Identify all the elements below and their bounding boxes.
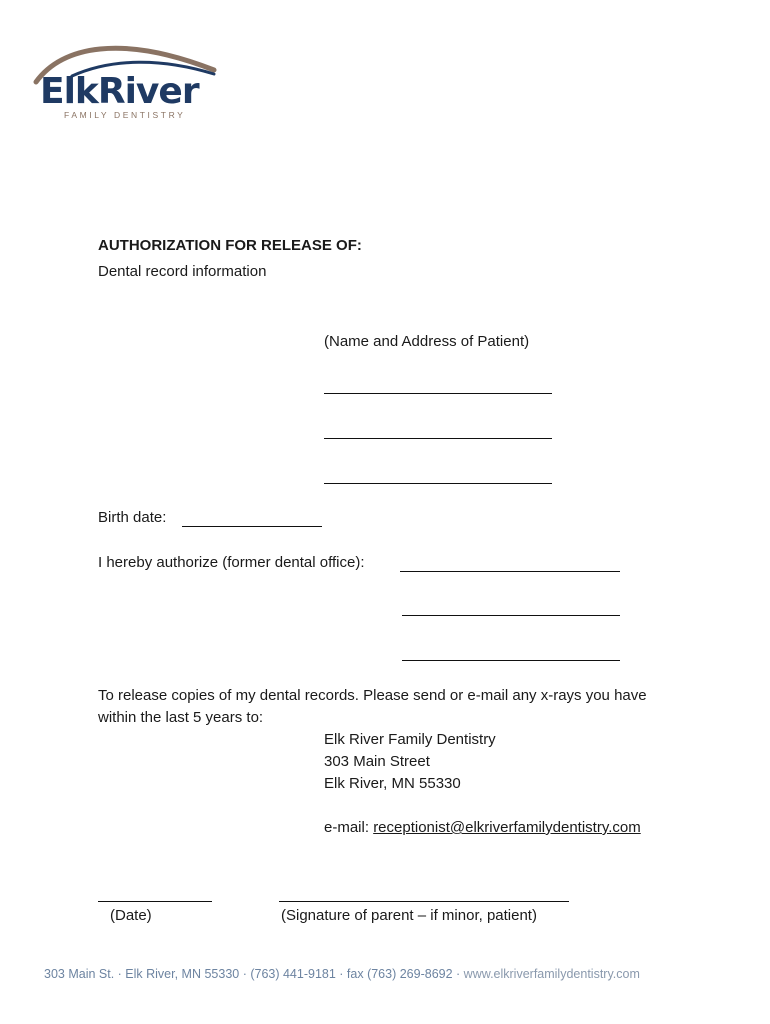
patient-line-1[interactable] bbox=[324, 393, 552, 394]
footer-url[interactable]: www.elkriverfamilydentistry.com bbox=[463, 967, 640, 981]
birth-date-line[interactable] bbox=[182, 526, 322, 527]
date-label: (Date) bbox=[110, 907, 152, 924]
patient-line-3[interactable] bbox=[324, 483, 552, 484]
release-text-line-1: To release copies of my dental records. Please send or e-mail any x-rays you have bbox=[98, 687, 647, 704]
logo-brand-part1: Elk bbox=[40, 71, 98, 112]
logo-brand-part2: River bbox=[97, 71, 199, 112]
email-link[interactable]: receptionist@elkriverfamilydentistry.com bbox=[373, 819, 641, 836]
recipient-street: 303 Main Street bbox=[324, 753, 430, 770]
logo-tagline: FAMILY DENTISTRY bbox=[64, 110, 186, 120]
birth-date-label: Birth date: bbox=[98, 509, 167, 526]
former-office-line-1[interactable] bbox=[400, 571, 620, 572]
signature-line[interactable] bbox=[279, 901, 569, 902]
former-office-line-3[interactable] bbox=[402, 660, 620, 661]
signature-label: (Signature of parent – if minor, patient) bbox=[281, 907, 537, 924]
release-text-line-2: within the last 5 years to: bbox=[98, 709, 264, 726]
form-subtitle: Dental record information bbox=[98, 263, 267, 280]
former-office-line-2[interactable] bbox=[402, 615, 620, 616]
logo-wordmark bbox=[40, 72, 199, 112]
email-label: e-mail: bbox=[324, 819, 370, 836]
recipient-name: Elk River Family Dentistry bbox=[324, 731, 496, 748]
logo bbox=[32, 36, 222, 126]
patient-label: (Name and Address of Patient) bbox=[324, 333, 530, 350]
form-title: AUTHORIZATION FOR RELEASE OF: bbox=[98, 237, 362, 254]
date-line[interactable] bbox=[98, 901, 212, 902]
patient-line-2[interactable] bbox=[324, 438, 552, 439]
recipient-email-row bbox=[324, 818, 641, 838]
footer bbox=[44, 967, 640, 981]
recipient-city: Elk River, MN 55330 bbox=[324, 775, 461, 792]
authorize-label: I hereby authorize (former dental office): bbox=[98, 554, 365, 571]
footer-address: 303 Main St. · Elk River, MN 55330 · (763) 441-9181 · fax (763) 269-8692 · bbox=[44, 967, 461, 981]
